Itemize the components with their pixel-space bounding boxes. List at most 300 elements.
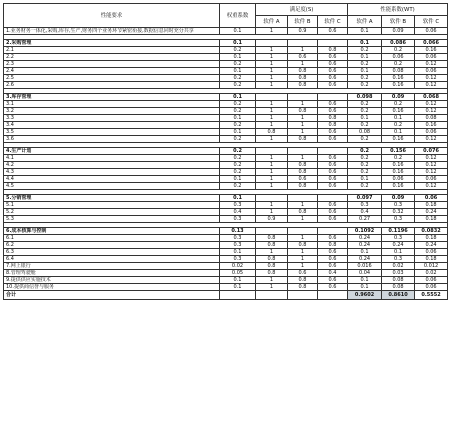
perf-a-cell: 0.4 — [348, 209, 382, 216]
sat-a-cell — [256, 40, 288, 47]
sat-c-cell: 0.6 — [318, 216, 348, 223]
perf-c-cell: 0.12 — [415, 75, 448, 82]
requirement-cell: 2.3 — [4, 61, 220, 68]
sat-c-cell: 0.6 — [318, 155, 348, 162]
total-sat-c-empty — [318, 291, 348, 300]
requirement-cell: 2.6 — [4, 82, 220, 89]
perf-c-cell: 0.066 — [415, 40, 448, 47]
sat-a-cell: 0.8 — [256, 263, 288, 270]
sat-c-cell: 0.6 — [318, 75, 348, 82]
sat-c-cell: 0.6 — [318, 209, 348, 216]
perf-b-cell: 0.2 — [382, 101, 415, 108]
sat-b-cell: 0.8 — [288, 169, 318, 176]
perf-a-cell: 0.27 — [348, 216, 382, 223]
table-row — [4, 242, 448, 249]
perf-a-cell: 0.2 — [348, 122, 382, 129]
perf-c-cell: 0.18 — [415, 235, 448, 242]
sat-b-cell: 0.9 — [288, 28, 318, 35]
requirement-cell: 6.1 — [4, 235, 220, 242]
perf-a-cell: 0.24 — [348, 235, 382, 242]
sat-b-cell: 0.8 — [288, 284, 318, 291]
weight-cell: 0.3 — [220, 242, 256, 249]
col-sat-c: 软件 C — [318, 16, 348, 28]
weight-cell: 0.4 — [220, 209, 256, 216]
sat-c-cell: 0.6 — [318, 277, 348, 284]
section-row — [4, 40, 448, 47]
weight-cell: 0.2 — [220, 108, 256, 115]
weight-cell: 0.2 — [220, 155, 256, 162]
sat-a-cell: 1 — [256, 47, 288, 54]
sat-b-cell: 0.8 — [288, 277, 318, 284]
table-row — [4, 61, 448, 68]
perf-c-cell: 0.12 — [415, 108, 448, 115]
perf-b-cell: 0.16 — [382, 75, 415, 82]
weight-cell: 0.1 — [220, 94, 256, 101]
perf-c-cell: 0.18 — [415, 256, 448, 263]
requirement-cell: 2.5 — [4, 75, 220, 82]
section-row — [4, 148, 448, 155]
sat-a-cell — [256, 228, 288, 235]
perf-c-cell: 0.012 — [415, 263, 448, 270]
sat-b-cell: 1 — [288, 263, 318, 270]
weight-cell: 0.2 — [220, 75, 256, 82]
sat-b-cell: 1 — [288, 47, 318, 54]
weight-cell: 0.13 — [220, 228, 256, 235]
weight-cell: 0.1 — [220, 54, 256, 61]
table-row — [4, 68, 448, 75]
sat-c-cell: 0.6 — [318, 183, 348, 190]
perf-a-cell: 0.1 — [348, 249, 382, 256]
weight-cell: 0.2 — [220, 61, 256, 68]
perf-b-cell: 0.1 — [382, 115, 415, 122]
table-row — [4, 129, 448, 136]
sat-b-cell: 0.6 — [288, 54, 318, 61]
weight-cell: 0.3 — [220, 202, 256, 209]
perf-c-cell: 0.06 — [415, 176, 448, 183]
perf-b-cell: 0.2 — [382, 155, 415, 162]
total-sat-b-empty — [288, 291, 318, 300]
sat-c-cell: 0.4 — [318, 270, 348, 277]
requirement-cell: 2.1 — [4, 47, 220, 54]
sat-a-cell: 0.8 — [256, 129, 288, 136]
perf-b-cell: 0.03 — [382, 270, 415, 277]
perf-a-cell: 0.2 — [348, 183, 382, 190]
requirement-cell: 3.6 — [4, 136, 220, 143]
sat-c-cell: 0.6 — [318, 176, 348, 183]
perf-b-cell: 0.3 — [382, 216, 415, 223]
perf-b-cell: 0.086 — [382, 40, 415, 47]
table-row — [4, 263, 448, 270]
requirement-cell: 5.2 — [4, 209, 220, 216]
table-body — [4, 28, 448, 300]
perf-c-cell: 0.24 — [415, 209, 448, 216]
sat-a-cell: 1 — [256, 136, 288, 143]
requirement-cell: 3.4 — [4, 122, 220, 129]
weight-cell: 0.3 — [220, 216, 256, 223]
requirement-cell: 4.1 — [4, 155, 220, 162]
perf-c-cell: 0.06 — [415, 284, 448, 291]
table-row — [4, 176, 448, 183]
sat-c-cell: 0.6 — [318, 108, 348, 115]
requirement-cell: 7.网上银行 — [4, 263, 220, 270]
sat-a-cell: 1 — [256, 115, 288, 122]
perf-c-cell: 0.12 — [415, 136, 448, 143]
perf-c-cell: 0.12 — [415, 162, 448, 169]
sat-b-cell: 0.6 — [288, 270, 318, 277]
perf-b-cell: 0.3 — [382, 235, 415, 242]
perf-b-cell: 0.2 — [382, 47, 415, 54]
sat-c-cell: 0.6 — [318, 256, 348, 263]
weight-cell: 0.1 — [220, 284, 256, 291]
sat-b-cell: 0.6 — [288, 176, 318, 183]
sat-a-cell: 1 — [256, 162, 288, 169]
sat-c-cell — [318, 40, 348, 47]
weight-cell: 0.1 — [220, 28, 256, 35]
requirement-cell: 4.3 — [4, 169, 220, 176]
perf-a-cell: 0.2 — [348, 136, 382, 143]
weight-cell: 0.1 — [220, 176, 256, 183]
perf-b-cell: 0.16 — [382, 162, 415, 169]
col-perf-a: 软件 A — [348, 16, 382, 28]
perf-a-cell: 0.2 — [348, 108, 382, 115]
table-row — [4, 108, 448, 115]
total-perf-b: 0.8610 — [382, 291, 415, 300]
sat-c-cell: 0.8 — [318, 115, 348, 122]
requirement-cell: 3.2 — [4, 108, 220, 115]
weight-cell: 0.2 — [220, 122, 256, 129]
perf-a-cell: 0.2 — [348, 101, 382, 108]
sat-a-cell: 1 — [256, 61, 288, 68]
perf-c-cell: 0.12 — [415, 155, 448, 162]
weight-cell: 0.1 — [220, 195, 256, 202]
perf-c-cell: 0.12 — [415, 82, 448, 89]
col-sat-a: 软件 A — [256, 16, 288, 28]
requirement-cell: 6.2 — [4, 242, 220, 249]
weight-cell: 0.1 — [220, 68, 256, 75]
weight-cell: 0.1 — [220, 129, 256, 136]
perf-b-cell: 0.06 — [382, 176, 415, 183]
perf-b-cell: 0.16 — [382, 169, 415, 176]
table-row — [4, 249, 448, 256]
table-row — [4, 75, 448, 82]
sat-c-cell: 0.8 — [318, 122, 348, 129]
sat-c-cell: 0.6 — [318, 129, 348, 136]
weight-cell: 0.1 — [220, 277, 256, 284]
table-row — [4, 256, 448, 263]
sat-b-cell: 1 — [288, 101, 318, 108]
requirement-cell: 8.管理驾驶舱 — [4, 270, 220, 277]
requirement-cell: 4.2 — [4, 162, 220, 169]
perf-a-cell: 0.1 — [348, 40, 382, 47]
sat-b-cell: 0.8 — [288, 68, 318, 75]
sat-a-cell: 1 — [256, 169, 288, 176]
perf-c-cell: 0.12 — [415, 101, 448, 108]
perf-c-cell: 0.06 — [415, 129, 448, 136]
perf-c-cell: 0.068 — [415, 94, 448, 101]
perf-a-cell: 0.1 — [348, 115, 382, 122]
weight-cell: 0.2 — [220, 136, 256, 143]
weight-cell: 0.2 — [220, 183, 256, 190]
evaluation-table — [3, 3, 448, 300]
perf-a-cell: 0.2 — [348, 61, 382, 68]
perf-b-cell: 0.1 — [382, 249, 415, 256]
requirement-cell: 1.业务财务一体化,采购,库存,生产,财务四个业务环节紧密衔接,数据信息同时充分共享 — [4, 28, 220, 35]
sat-c-cell: 0.6 — [318, 169, 348, 176]
perf-b-cell: 0.2 — [382, 61, 415, 68]
sat-b-cell: 1 — [288, 129, 318, 136]
sat-a-cell: 1 — [256, 28, 288, 35]
requirement-cell: 4.5 — [4, 183, 220, 190]
sat-b-cell: 0.8 — [288, 242, 318, 249]
sat-b-cell — [288, 228, 318, 235]
perf-a-cell: 0.2 — [348, 162, 382, 169]
weight-cell: 0.2 — [220, 148, 256, 155]
table-row — [4, 155, 448, 162]
sat-b-cell: 0.8 — [288, 209, 318, 216]
perf-a-cell: 0.1 — [348, 28, 382, 35]
perf-c-cell: 0.06 — [415, 195, 448, 202]
section-row — [4, 228, 448, 235]
sat-b-cell: 0.8 — [288, 75, 318, 82]
sat-c-cell — [318, 195, 348, 202]
section-row — [4, 94, 448, 101]
perf-c-cell: 0.12 — [415, 169, 448, 176]
perf-a-cell: 0.3 — [348, 202, 382, 209]
col-performance: 性能系数(WT) — [348, 4, 448, 16]
requirement-cell: 6.4 — [4, 256, 220, 263]
sat-a-cell: 0.9 — [256, 216, 288, 223]
requirement-cell: 9.提供供应实施技术 — [4, 277, 220, 284]
table-row — [4, 162, 448, 169]
requirement-cell: 10.提供商信誉与服务 — [4, 284, 220, 291]
perf-a-cell: 0.2 — [348, 169, 382, 176]
perf-a-cell: 0.1092 — [348, 228, 382, 235]
perf-c-cell: 0.02 — [415, 270, 448, 277]
perf-b-cell: 0.02 — [382, 263, 415, 270]
sat-a-cell — [256, 195, 288, 202]
perf-c-cell: 0.18 — [415, 202, 448, 209]
perf-b-cell: 0.16 — [382, 183, 415, 190]
col-satisfaction: 满足度(S) — [256, 4, 348, 16]
col-sat-b: 软件 B — [288, 16, 318, 28]
requirement-cell: 2.2 — [4, 54, 220, 61]
perf-a-cell: 0.098 — [348, 94, 382, 101]
weight-cell: 0.02 — [220, 263, 256, 270]
weight-cell: 0.2 — [220, 47, 256, 54]
sat-c-cell: 0.6 — [318, 28, 348, 35]
sat-b-cell: 1 — [288, 216, 318, 223]
sat-a-cell: 1 — [256, 284, 288, 291]
total-sat-a-empty — [256, 291, 288, 300]
requirement-cell: 2.4 — [4, 68, 220, 75]
sat-c-cell: 0.6 — [318, 54, 348, 61]
sat-b-cell: 1 — [288, 249, 318, 256]
requirement-cell: 5.3 — [4, 216, 220, 223]
col-weight: 权重系数 — [220, 4, 256, 28]
perf-a-cell: 0.1 — [348, 277, 382, 284]
perf-a-cell: 0.2 — [348, 82, 382, 89]
table-row — [4, 235, 448, 242]
perf-b-cell: 0.06 — [382, 54, 415, 61]
perf-c-cell: 0.18 — [415, 216, 448, 223]
perf-c-cell: 0.12 — [415, 183, 448, 190]
col-requirement: 性能要求 — [4, 4, 220, 28]
perf-b-cell: 0.08 — [382, 277, 415, 284]
total-perf-a: 0.9602 — [348, 291, 382, 300]
sat-c-cell: 0.6 — [318, 249, 348, 256]
perf-a-cell: 0.1 — [348, 68, 382, 75]
sat-a-cell: 0.8 — [256, 242, 288, 249]
table-row — [4, 82, 448, 89]
perf-b-cell: 0.156 — [382, 148, 415, 155]
sat-c-cell — [318, 94, 348, 101]
perf-c-cell: 0.24 — [415, 242, 448, 249]
perf-c-cell: 0.06 — [415, 68, 448, 75]
weight-cell: 0.1 — [220, 249, 256, 256]
perf-a-cell: 0.1 — [348, 54, 382, 61]
sat-b-cell: 1 — [288, 256, 318, 263]
sat-c-cell: 0.6 — [318, 82, 348, 89]
weight-cell: 0.2 — [220, 101, 256, 108]
requirement-cell: 3.库存管理 — [4, 94, 220, 101]
perf-b-cell: 0.1 — [382, 129, 415, 136]
perf-a-cell: 0.1 — [348, 284, 382, 291]
sat-a-cell: 1 — [256, 108, 288, 115]
perf-a-cell: 0.097 — [348, 195, 382, 202]
table-row — [4, 122, 448, 129]
sat-a-cell: 1 — [256, 209, 288, 216]
sat-b-cell: 1 — [288, 235, 318, 242]
perf-b-cell: 0.16 — [382, 82, 415, 89]
table-row — [4, 216, 448, 223]
perf-c-cell: 0.16 — [415, 122, 448, 129]
sat-c-cell — [318, 148, 348, 155]
sat-a-cell: 1 — [256, 82, 288, 89]
sat-c-cell: 0.6 — [318, 61, 348, 68]
perf-c-cell: 0.16 — [415, 47, 448, 54]
weight-cell: 0.1 — [220, 115, 256, 122]
sat-a-cell: 0.8 — [256, 235, 288, 242]
section-row — [4, 195, 448, 202]
requirement-cell: 3.1 — [4, 101, 220, 108]
sat-c-cell: 0.8 — [318, 242, 348, 249]
sat-a-cell: 1 — [256, 155, 288, 162]
perf-b-cell: 0.1196 — [382, 228, 415, 235]
perf-b-cell: 0.16 — [382, 108, 415, 115]
sat-c-cell: 0.6 — [318, 202, 348, 209]
table-row — [4, 47, 448, 54]
sat-a-cell: 1 — [256, 75, 288, 82]
requirement-cell: 4.4 — [4, 176, 220, 183]
evaluation-matrix-page — [3, 3, 447, 300]
perf-a-cell: 0.016 — [348, 263, 382, 270]
table-row — [4, 115, 448, 122]
sat-c-cell: 0.6 — [318, 68, 348, 75]
total-label: 合计 — [4, 291, 220, 300]
weight-cell: 0.3 — [220, 256, 256, 263]
perf-b-cell: 0.32 — [382, 209, 415, 216]
perf-a-cell: 0.2 — [348, 155, 382, 162]
sat-c-cell: 0.6 — [318, 101, 348, 108]
col-perf-c: 软件 C — [415, 16, 448, 28]
perf-b-cell: 0.09 — [382, 28, 415, 35]
perf-a-cell: 0.24 — [348, 256, 382, 263]
perf-a-cell: 0.08 — [348, 129, 382, 136]
requirement-cell: 6.成本核算与控制 — [4, 228, 220, 235]
weight-cell: 0.1 — [220, 40, 256, 47]
table-row — [4, 28, 448, 35]
perf-b-cell: 0.16 — [382, 136, 415, 143]
sat-b-cell: 1 — [288, 61, 318, 68]
table-row — [4, 169, 448, 176]
header-row-1 — [4, 4, 448, 16]
sat-a-cell — [256, 94, 288, 101]
weight-cell: 0.2 — [220, 82, 256, 89]
sat-c-cell: 0.6 — [318, 136, 348, 143]
table-row — [4, 54, 448, 61]
sat-a-cell — [256, 148, 288, 155]
sat-a-cell: 1 — [256, 176, 288, 183]
sat-c-cell — [318, 228, 348, 235]
sat-c-cell: 0.6 — [318, 263, 348, 270]
sat-c-cell: 0.6 — [318, 235, 348, 242]
sat-a-cell: 1 — [256, 101, 288, 108]
table-row — [4, 284, 448, 291]
sat-b-cell — [288, 148, 318, 155]
weight-cell: 0.2 — [220, 162, 256, 169]
requirement-cell: 4.生产计划 — [4, 148, 220, 155]
perf-a-cell: 0.2 — [348, 75, 382, 82]
perf-a-cell: 0.1 — [348, 176, 382, 183]
sat-a-cell: 1 — [256, 122, 288, 129]
perf-c-cell: 0.06 — [415, 249, 448, 256]
table-row — [4, 136, 448, 143]
table-row — [4, 202, 448, 209]
total-weight-empty — [220, 291, 256, 300]
sat-b-cell — [288, 40, 318, 47]
sat-a-cell: 1 — [256, 249, 288, 256]
requirement-cell: 2.采购管理 — [4, 40, 220, 47]
perf-c-cell: 0.08 — [415, 115, 448, 122]
sat-b-cell: 1 — [288, 122, 318, 129]
requirement-cell: 5.分销管理 — [4, 195, 220, 202]
table-row — [4, 270, 448, 277]
sat-b-cell: 0.8 — [288, 162, 318, 169]
sat-a-cell: 1 — [256, 54, 288, 61]
table-row — [4, 277, 448, 284]
perf-c-cell: 0.0832 — [415, 228, 448, 235]
sat-a-cell: 0.8 — [256, 270, 288, 277]
requirement-cell: 3.3 — [4, 115, 220, 122]
perf-c-cell: 0.12 — [415, 61, 448, 68]
perf-b-cell: 0.08 — [382, 284, 415, 291]
sat-b-cell: 0.8 — [288, 82, 318, 89]
sat-a-cell: 1 — [256, 277, 288, 284]
total-perf-c: 0.5552 — [415, 291, 448, 300]
weight-cell: 0.3 — [220, 235, 256, 242]
sat-a-cell: 0.8 — [256, 256, 288, 263]
requirement-cell: 5.1 — [4, 202, 220, 209]
sat-c-cell: 0.6 — [318, 284, 348, 291]
perf-b-cell: 0.2 — [382, 122, 415, 129]
perf-c-cell: 0.06 — [415, 54, 448, 61]
requirement-cell: 3.5 — [4, 129, 220, 136]
perf-c-cell: 0.076 — [415, 148, 448, 155]
sat-a-cell: 1 — [256, 68, 288, 75]
col-perf-b: 软件 B — [382, 16, 415, 28]
perf-b-cell: 0.09 — [382, 195, 415, 202]
perf-b-cell: 0.08 — [382, 68, 415, 75]
